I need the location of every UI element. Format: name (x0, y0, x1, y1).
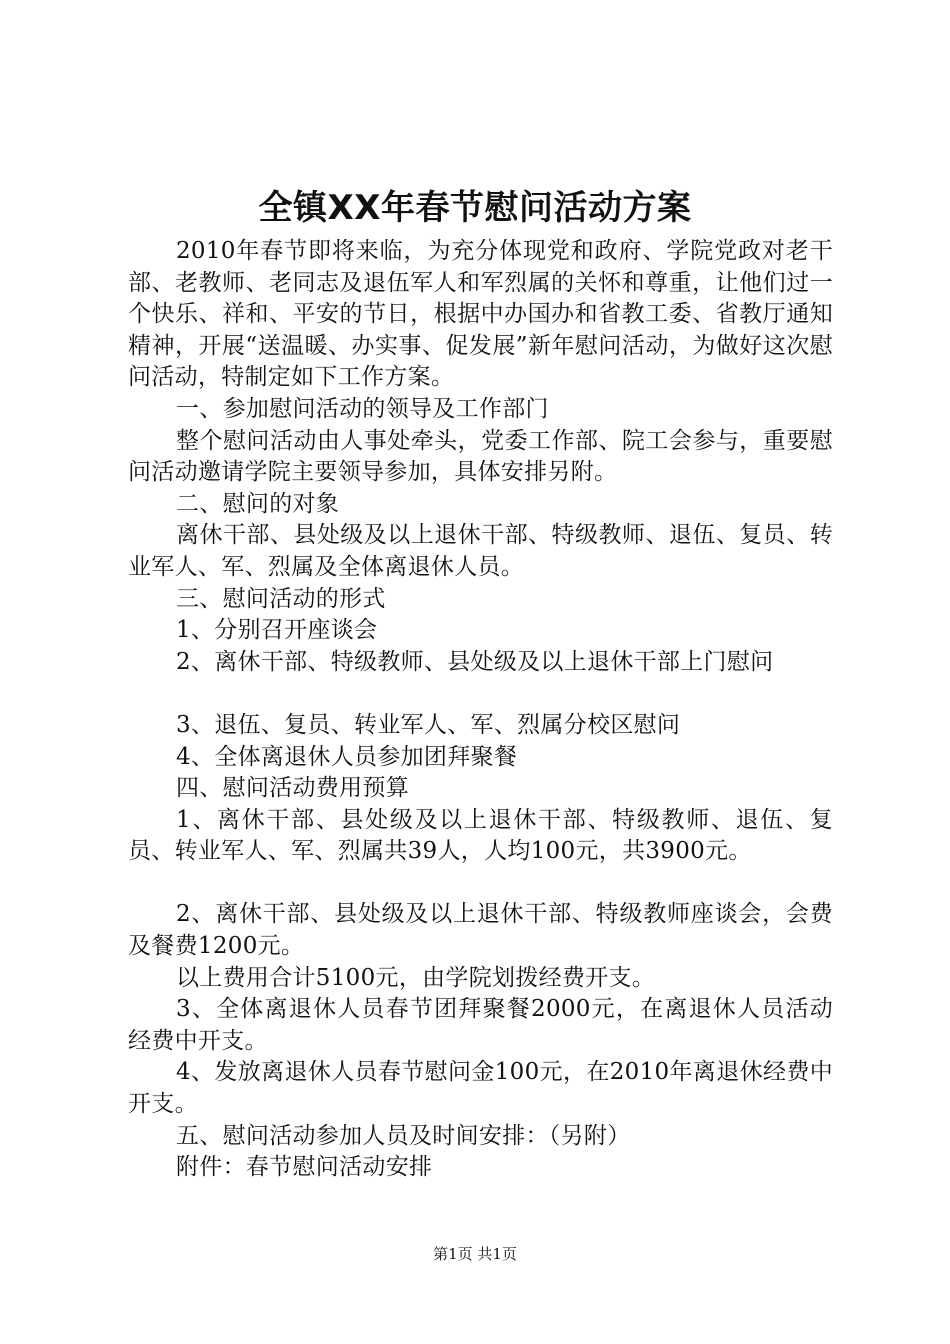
list-item-budget-2: 2、离休干部、县处级及以上退休干部、特级教师座谈会，会费及餐费1200元。 (128, 901, 833, 960)
list-item-form-4: 4、全体离退休人员参加团拜聚餐 (176, 743, 518, 770)
list-item-budget-1: 1、离休干部、县处级及以上退休干部、特级教师、退伍、复员、转业军人、军、烈属共39人，人均100元，共3900元。 (128, 806, 833, 865)
section-heading-targets: 二、慰问的对象 (176, 490, 340, 517)
paragraph-leadership: 整个慰问活动由人事处牵头，党委工作部、院工会参与，重要慰问活动邀请学院主要领导参加，具体安排另附。 (128, 427, 833, 486)
paragraph-budget-total: 以上费用合计5100元，由学院划拨经费开支。 (176, 964, 656, 991)
list-item-form-1: 1、分别召开座谈会 (176, 617, 378, 644)
blank-line (128, 678, 833, 710)
section-heading-leadership: 一、参加慰问活动的领导及工作部门 (176, 395, 549, 422)
document-title: 全镇XX年春节慰问活动方案 (258, 188, 692, 228)
paragraph-intro: 2010年春节即将来临，为充分体现党和政府、学院党政对老干部、老教师、老同志及退伍军人和军烈属的关怀和尊重，让他们过一个快乐、祥和、平安的节日，根据中办国办和省教工委、省教厅通知精神，开展“送温暖、办实事、促发展”新年慰问活动，为做好这次慰问活动，特制定如下工作方案。 (128, 238, 833, 391)
page-footer: 第1页 共1页 (433, 1245, 517, 1263)
list-item-budget-3: 3、全体离退休人员春节团拜聚餐2000元，在离退休人员活动经费中开支。 (128, 996, 833, 1054)
blank-line (128, 868, 833, 900)
document-body (128, 236, 833, 1184)
paragraph-targets: 离休干部、县处级及以上退休干部、特级教师、退伍、复员、转业军人、军、烈属及全体离退休人员。 (128, 522, 833, 580)
list-item-form-2: 2、离休干部、特级教师、县处级及以上退休干部上门慰问 (176, 648, 774, 675)
list-item-budget-4: 4、发放离退休人员春节慰问金100元，在2010年离退休经费中开支。 (128, 1059, 833, 1118)
section-heading-forms: 三、慰问活动的形式 (176, 585, 386, 612)
section-heading-budget: 四、慰问活动费用预算 (176, 775, 409, 802)
paragraph-attachment: 附件：春节慰问活动安排 (176, 1154, 433, 1181)
list-item-form-3: 3、退伍、复员、转业军人、军、烈属分校区慰问 (176, 711, 681, 738)
section-heading-schedule: 五、慰问活动参加人员及时间安排：（另附） (176, 1122, 631, 1149)
